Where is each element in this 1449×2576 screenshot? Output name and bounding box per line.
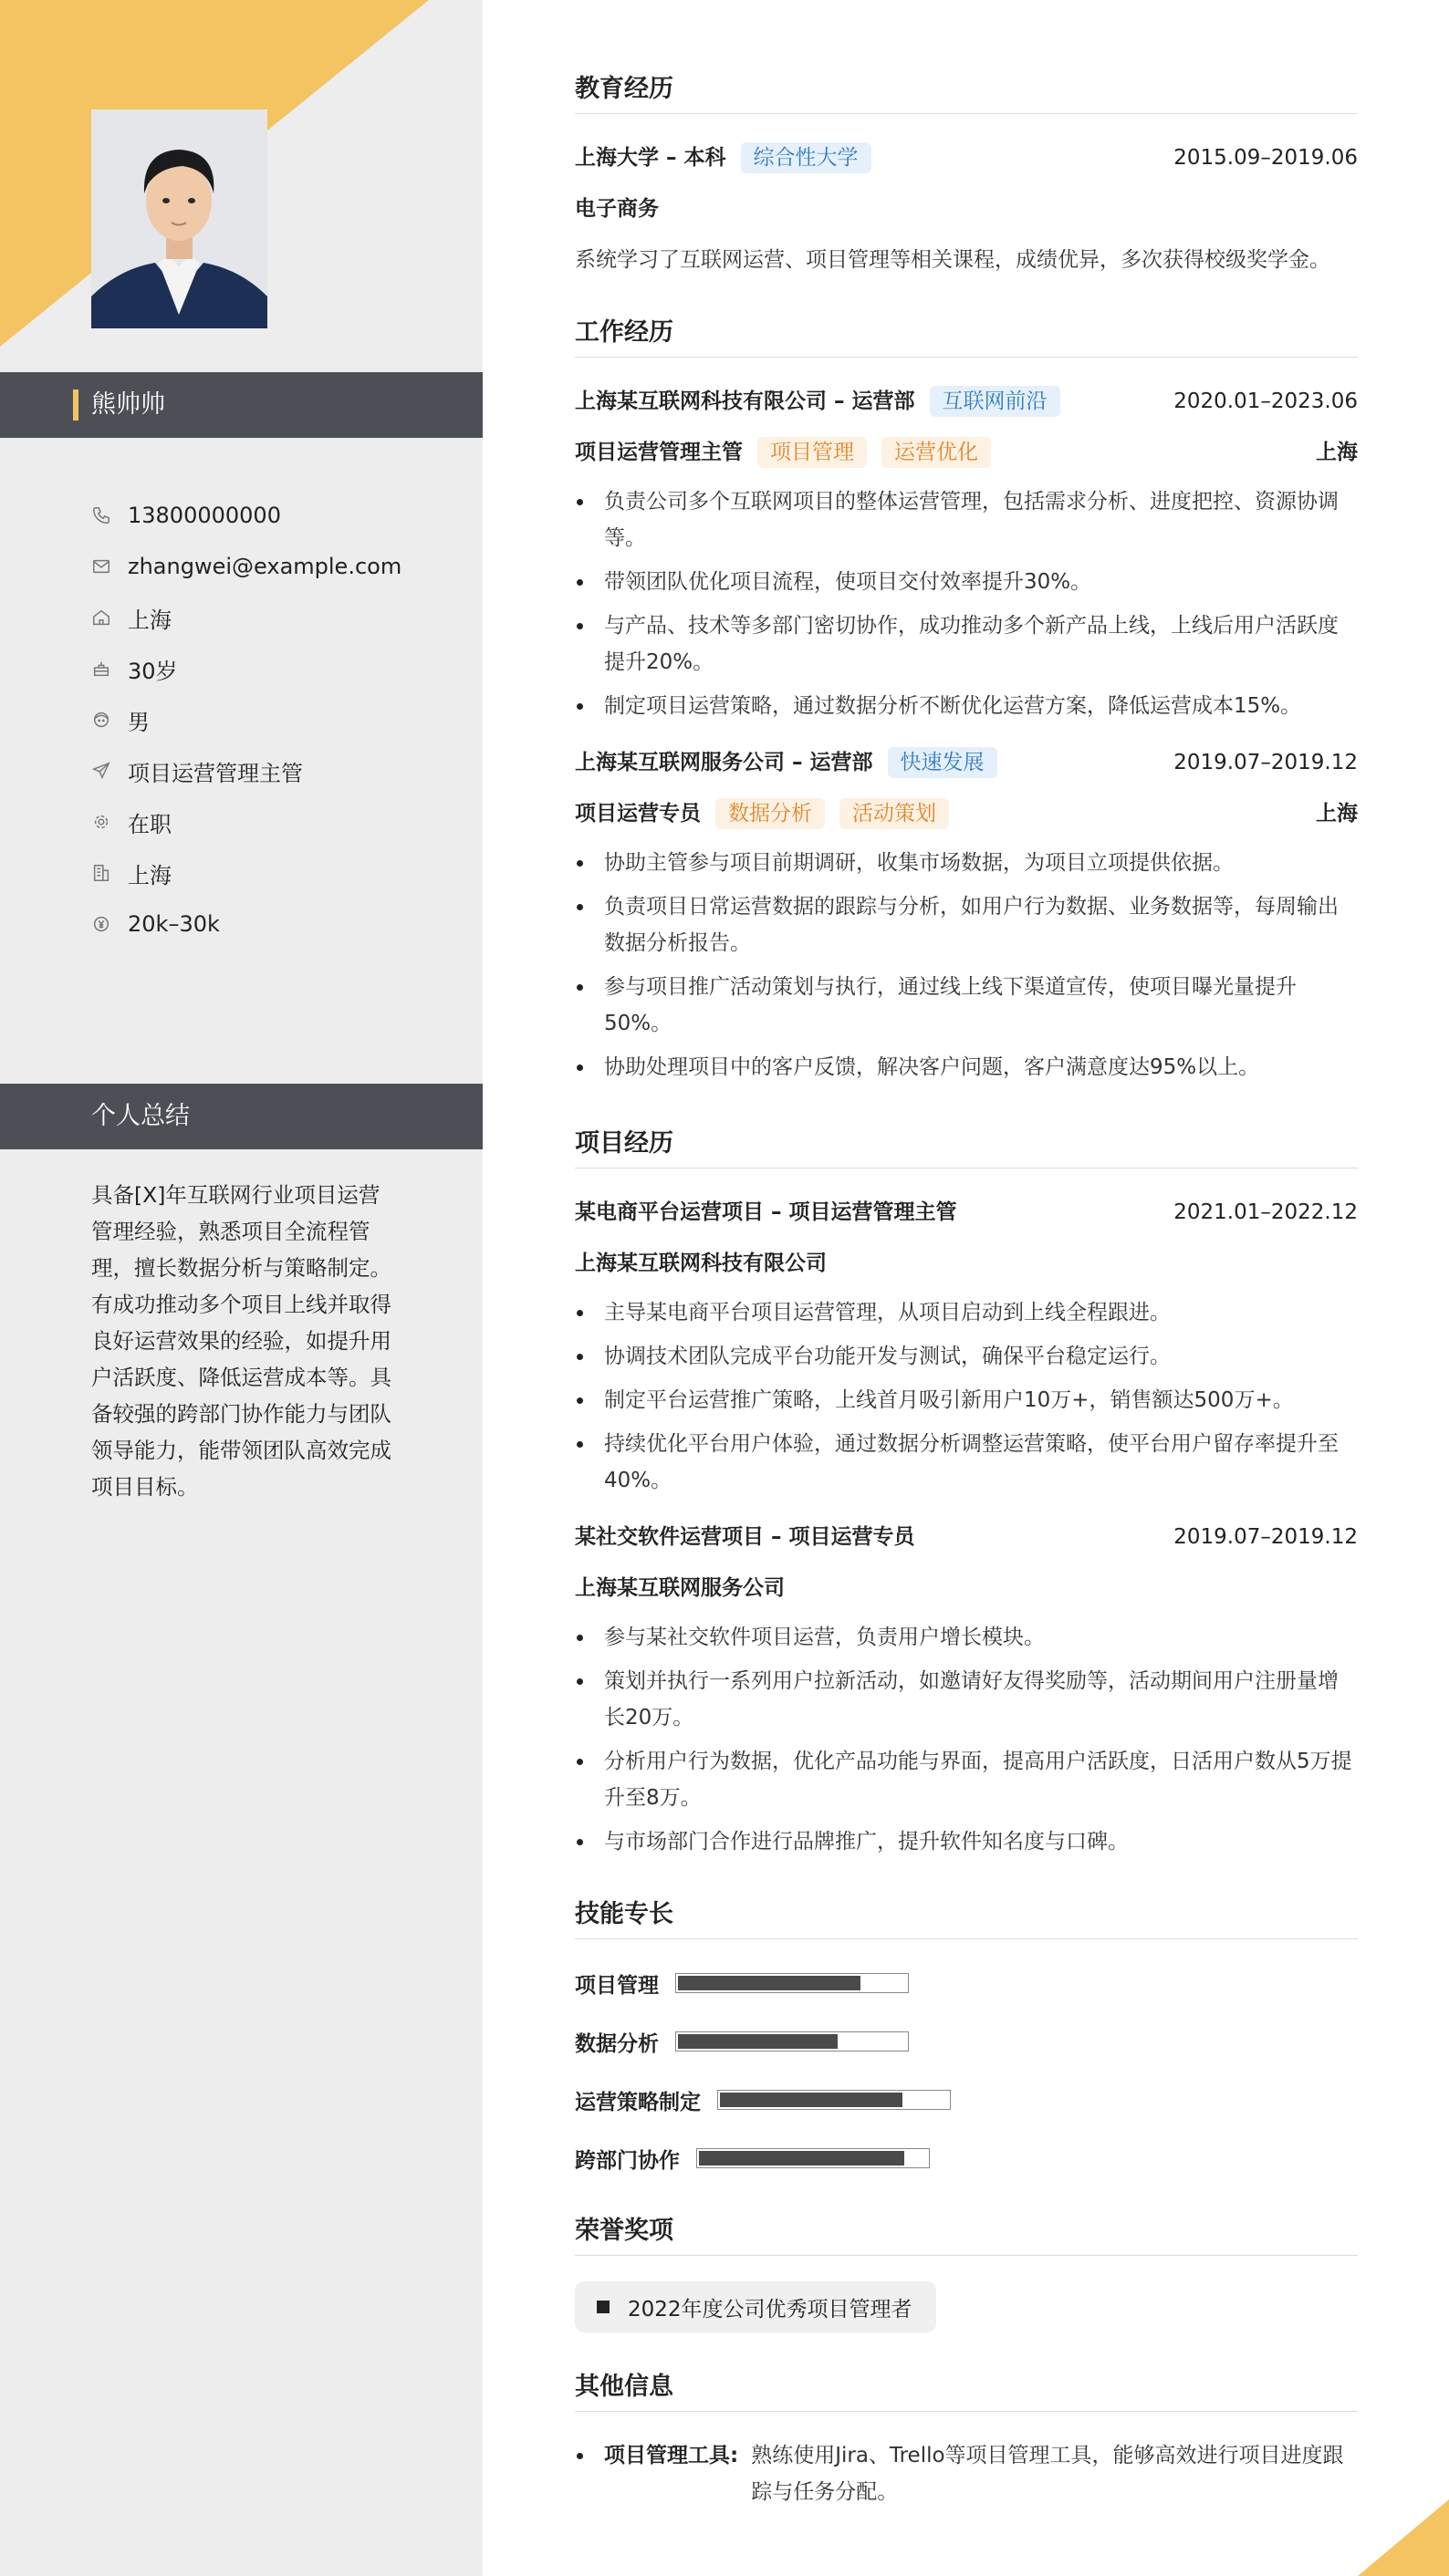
info-text: 在职 [128,811,172,837]
role-tag: 项目管理 [757,437,867,468]
job-entry [575,744,1358,1085]
list-item: 协助处理项目中的客户反馈，解决客户问题，客户满意度达95%以上。 [575,1049,1358,1085]
role-tag: 活动策划 [839,798,949,829]
phone-icon [91,505,111,525]
summary-text: 具备[X]年互联网行业项目运营管理经验，熟悉项目全流程管理，擅长数据分析与策略制定。有成功推动多个项目上线并取得良好运营效果的经验，如提升用户活跃度、降低运营成本等。具备较强的跨部门协作能力与团队领导能力，能带领团队高效完成项目目标。 [91,1182,391,1500]
info-city [91,847,456,898]
job-date: 2020.01–2023.06 [1173,390,1358,413]
job-entry [575,383,1358,724]
info-position [91,745,456,796]
square-bullet-icon [597,2301,610,2313]
list-item: 主导某电商平台项目运营管理，从项目启动到上线全程跟进。 [575,1294,1358,1331]
skill-row [575,2023,1358,2060]
job-header-row [575,744,1358,781]
info-text: 男 [128,709,150,735]
info-phone [91,490,456,541]
project-points [575,1619,1358,1860]
list-item: 持续优化平台用户体验，通过数据分析调整运营策略，使平台用户留存率提升至40%。 [575,1426,1358,1499]
info-email [91,541,456,592]
salary-icon [91,914,111,934]
main-content [575,71,1358,2547]
section-title: 工作经历 [575,315,1358,358]
job-date: 2019.07–2019.12 [1173,751,1358,774]
summary-banner [0,1084,483,1149]
project-date: 2019.07–2019.12 [1173,1525,1358,1549]
skill-bar [675,2031,909,2051]
info-gender [91,694,456,745]
info-text: 30岁 [128,658,178,684]
list-item: 负责公司多个互联网项目的整体运营管理，包括需求分析、进度把控、资源协调等。 [575,483,1358,556]
info-text: 20k–30k [128,911,220,937]
other-value: 熟练使用Jira、Trello等项目管理工具，能够高效进行项目进度跟踪与任务分配。 [751,2444,1344,2504]
home-icon [91,608,111,628]
project-entry [575,1519,1358,1860]
project-points [575,1294,1358,1499]
sidebar [0,0,483,2576]
award-text: 2022年度公司优秀项目管理者 [628,2297,912,2322]
project-company: 上海某互联网服务公司 [575,1576,785,1600]
role-tag: 数据分析 [715,798,825,829]
profile-name: 熊帅帅 [91,390,165,419]
info-text: 项目运营管理主管 [128,760,303,786]
avatar-photo [91,109,267,328]
info-text: 上海 [128,607,172,633]
list-item: 参与某社交软件项目运营，负责用户增长模块。 [575,1619,1358,1656]
project-company: 上海某互联网科技有限公司 [575,1252,827,1275]
info-text: 13800000000 [128,503,281,528]
other-section [575,2369,1358,2510]
skill-fill [720,2093,902,2107]
awards-section [575,2213,1358,2332]
school-tag: 综合性大学 [741,142,871,173]
info-home [91,592,456,643]
info-text: zhangwei@example.com [128,554,402,579]
gender-icon [91,710,111,730]
job-role: 项目运营管理主管 [575,441,743,464]
job-role-group [575,795,949,832]
project-name: 某电商平台运营项目 – 项目运营管理主管 [575,1200,957,1224]
project-date: 2021.01–2022.12 [1173,1200,1358,1224]
name-banner [0,372,483,438]
skill-name: 项目管理 [575,1973,659,1998]
job-header-row [575,383,1358,420]
education-school-group [575,140,871,176]
skill-fill [678,2034,838,2049]
project-header-row [575,1194,1358,1231]
status-icon [91,812,111,832]
projects-section [575,1126,1358,1860]
job-company-group [575,383,1060,420]
company-tag: 快速发展 [888,747,997,778]
job-role: 项目运营专员 [575,802,701,826]
job-city: 上海 [1316,802,1358,826]
education-desc: 系统学习了互联网运营、项目管理等相关课程，成绩优异，多次获得校级奖学金。 [575,248,1330,272]
section-title: 荣誉奖项 [575,2213,1358,2256]
list-item: 带领团队优化项目流程，使项目交付效率提升30%。 [575,564,1358,600]
summary-title: 个人总结 [91,1102,190,1130]
skill-bar [675,1973,909,1993]
job-city: 上海 [1316,441,1358,464]
info-age [91,643,456,694]
job-role-row [575,795,1358,832]
job-points [575,845,1358,1085]
list-item: 协调技术团队完成平台功能开发与测试，确保平台稳定运行。 [575,1338,1358,1375]
list-item: 策划并执行一系列用户拉新活动，如邀请好友得奖励等，活动期间用户注册量增长20万。 [575,1663,1358,1736]
list-item: 参与项目推广活动策划与执行，通过线上线下渠道宣传，使项目曝光量提升50%。 [575,969,1358,1042]
section-title: 技能专长 [575,1896,1358,1939]
work-section [575,315,1358,1085]
education-header-row [575,140,1358,176]
company-tag: 互联网前沿 [930,386,1060,417]
job-points [575,483,1358,724]
skill-fill [678,1976,860,1990]
project-header-row [575,1519,1358,1555]
building-icon [91,863,111,883]
info-status [91,796,456,847]
decorative-corner-bottom [1358,2499,1449,2576]
skill-bar [696,2148,930,2168]
list-item: 制定平台运营推广策略，上线首月吸引新用户10万+，销售额达500万+。 [575,1382,1358,1418]
skill-name: 跨部门协作 [575,2148,680,2173]
education-date: 2015.09–2019.06 [1173,146,1358,170]
list-item: 与市场部门合作进行品牌推广，提升软件知名度与口碑。 [575,1823,1358,1860]
send-icon [91,761,111,781]
skill-row [575,2082,1358,2118]
list-item: 负责项目日常运营数据的跟踪与分析，如用户行为数据、业务数据等，每周输出数据分析报告。 [575,888,1358,961]
list-item: 协助主管参与项目前期调研，收集市场数据，为项目立项提供依据。 [575,845,1358,881]
other-key: 项目管理工具: [604,2444,739,2467]
job-company: 上海某互联网服务公司 – 运营部 [575,751,873,774]
skill-name: 数据分析 [575,2031,659,2056]
other-list [575,2437,1358,2510]
list-item: 制定项目运营策略，通过数据分析不断优化运营方案，降低运营成本15%。 [575,688,1358,724]
cake-icon [91,659,111,679]
skills-section [575,1896,1358,2176]
section-title: 项目经历 [575,1126,1358,1169]
section-title: 教育经历 [575,71,1358,114]
job-company: 上海某互联网科技有限公司 – 运营部 [575,390,915,413]
skill-row [575,1965,1358,2001]
major: 电子商务 [575,197,659,221]
skill-bar [717,2090,951,2110]
job-role-row [575,434,1358,471]
education-section [575,71,1358,278]
skill-row [575,2140,1358,2176]
role-tag: 运营优化 [881,437,991,468]
list-item [575,2437,1358,2510]
job-company-group [575,744,997,781]
job-role-group [575,434,991,471]
project-entry [575,1194,1358,1499]
section-title: 其他信息 [575,2369,1358,2412]
project-name: 某社交软件运营项目 – 项目运营专员 [575,1525,915,1549]
name-accent-bar [73,390,78,421]
list-item: 分析用户行为数据，优化产品功能与界面，提高用户活跃度，日活用户数从5万提升至8万。 [575,1743,1358,1816]
list-item: 与产品、技术等多部门密切协作，成功推动多个新产品上线，上线后用户活跃度提升20%。 [575,608,1358,680]
info-text: 上海 [128,862,172,888]
skill-name: 运营策略制定 [575,2090,701,2114]
contact-info-list [91,490,456,950]
info-salary [91,898,456,950]
skill-fill [699,2151,904,2166]
school-name: 上海大学 – 本科 [575,146,726,170]
award-badge [575,2281,936,2332]
mail-icon [91,556,111,576]
